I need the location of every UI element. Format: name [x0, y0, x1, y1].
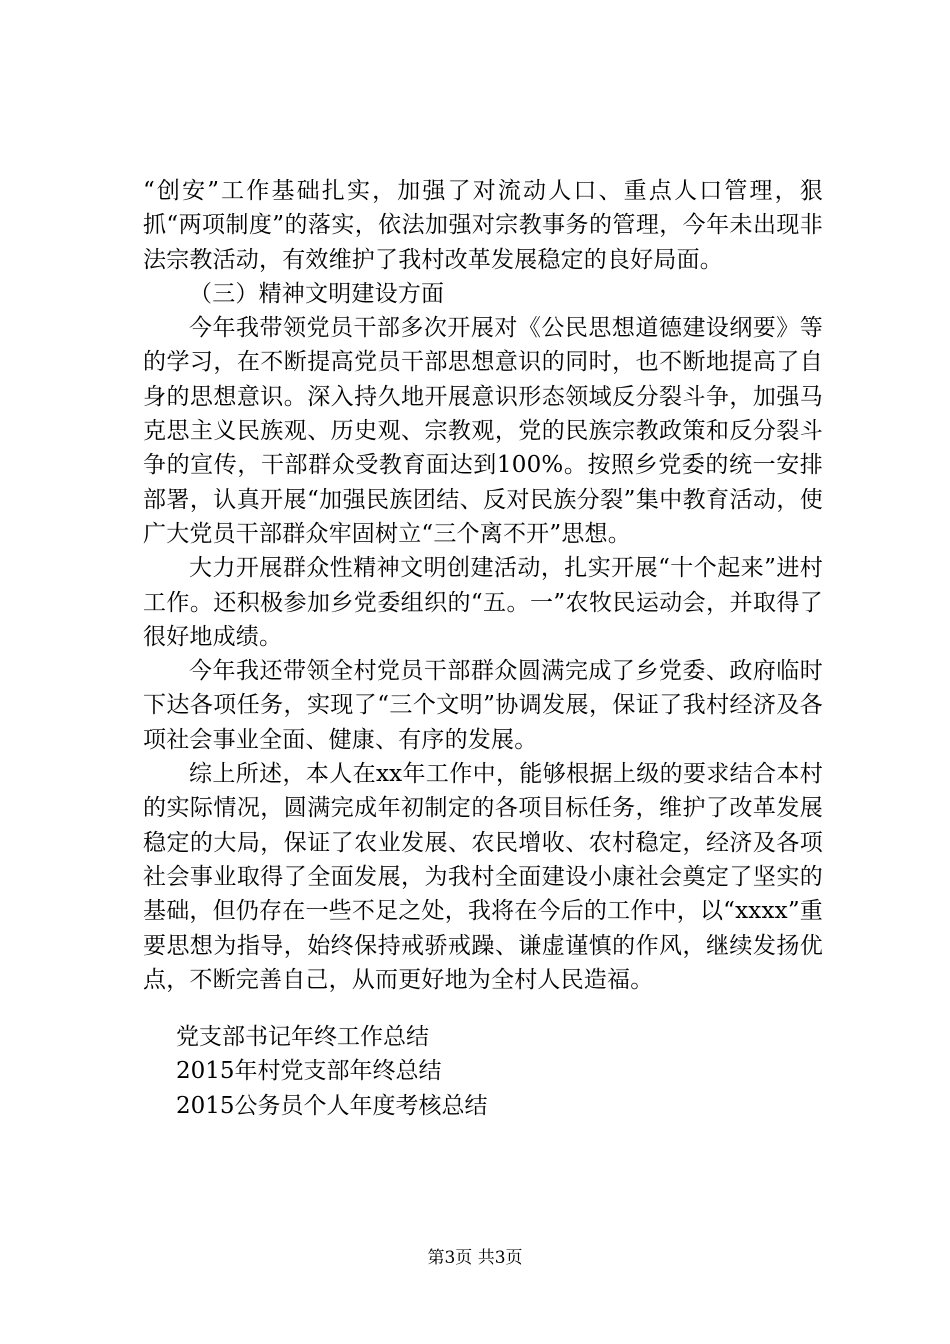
related-links — [176, 1020, 488, 1123]
document-body — [143, 174, 823, 997]
related-link[interactable]: 2015公务员个人年度考核总结 — [176, 1092, 488, 1119]
paragraph: 今年我还带领全村党员干部群众圆满完成了乡党委、政府临时下达各项任务，实现了“三个文明”协调发展，保证了我村经济及各项社会事业全面、健康、有序的发展。 — [143, 658, 823, 753]
page-number-footer: 第3页 共3页 — [427, 1248, 523, 1268]
section-heading: （三）精神文明建设方面 — [189, 280, 445, 307]
paragraph-continuation: “创安”工作基础扎实，加强了对流动人口、重点人口管理，狠抓“两项制度”的落实，依法加强对宗教事务的管理，今年未出现非法宗教活动，有效维护了我村改革发展稳定的良好局面。 — [143, 178, 823, 273]
related-link[interactable]: 2015年村党支部年终总结 — [176, 1058, 442, 1085]
paragraph: 大力开展群众性精神文明创建活动，扎实开展“十个起来”进村工作。还积极参加乡党委组织的“五。一”农牧民运动会，并取得了很好地成绩。 — [143, 555, 823, 650]
paragraph: 今年我带领党员干部多次开展对《公民思想道德建设纲要》等的学习，在不断提高党员干部思想意识的同时，也不断地提高了自身的思想意识。深入持久地开展意识形态领域反分裂斗争，加强马克思主义民族观、历史观、宗教观，党的民族宗教政策和反分裂斗争的宣传，干部群众受教育面达到100%。按照乡党委的统一安排部署，认真开展“加强民族团结、反对民族分裂”集中教育活动，使广大党员干部群众牢固树立“三个离不开”思想。 — [143, 315, 823, 547]
related-link[interactable]: 党支部书记年终工作总结 — [176, 1024, 429, 1050]
paragraph-summary: 综上所述，本人在xx年工作中，能够根据上级的要求结合本村的实际情况，圆满完成年初制定的各项目标任务，维护了改革发展稳定的大局，保证了农业发展、农民增收、农村稳定，经济及各项社会事业取得了全面发展，为我村全面建设小康社会奠定了坚实的基础，但仍存在一些不足之处，我将在今后的工作中，以“xxxx”重要思想为指导，始终保持戒骄戒躁、谦虚谨慎的作风，继续发扬优点，不断完善自己，从而更好地为全村人民造福。 — [143, 761, 823, 993]
